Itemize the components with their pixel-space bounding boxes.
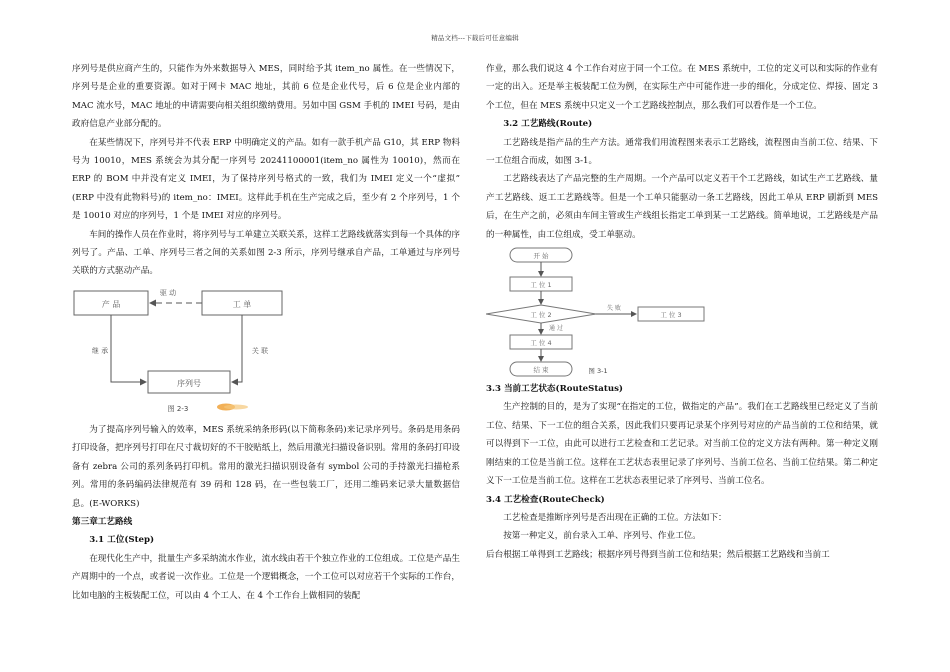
- paragraph: 工艺路线是指产品的生产方法。通常我们用流程图来表示工艺路线，流程图由当前工位、结果、下一工位组合而成，如图 3-1。: [486, 137, 878, 167]
- start-label: 开 始: [533, 252, 549, 261]
- serial-label: 序列号: [177, 378, 201, 388]
- paragraph: 后台根据工单得到工艺路线；根据序列号得到当前工位和结果；然后根据工艺路线和当前工: [486, 549, 830, 560]
- paragraph: 工艺路线表达了产品完整的生产周期。一个产品可以定义若干个工艺路线，如试生产工艺路线、量产工艺路线、返工工艺路线等。但是一个工单只能驱动一条工艺路线，因此工单从 ERP 刷新到 MES 后，在生产之前，必须由车间主管或生产线组长指定工单到某一工艺路线。简单地说，工艺路线是产品的一种属性，由工位组成，受工单驱动。: [486, 174, 878, 240]
- right-column: [486, 60, 878, 564]
- section-heading: 3.4 工艺检查(RouteCheck): [486, 494, 605, 505]
- figure-caption: 图 3-1: [588, 367, 608, 376]
- inherit-arrow: [111, 315, 146, 382]
- figure-3-1: [486, 246, 878, 380]
- fail-label: 失 败: [607, 305, 621, 313]
- paragraph: 为了提高序列号输入的效率，MES 系统采纳条形码(以下简称条码)来记录序列号。条码是用条码打印设备，把序列号打印在尺寸裁切好的不干胶贴纸上，然后用激光扫描设备识别。常用的条码打印设备有 zebra 公司的系列条码打印机。常用的激光扫描识别设备有 symbol 公司的手持激光扫描枪系列。常用的条码编码法律规范有 39 码和 128 码，在一些包装工厂，还用二维码来记录大量数据信息。(E-WORKS): [72, 424, 460, 509]
- paragraph: 序列号是供应商产生的，只能作为外来数据导入 MES，同时给予其 item_no 属性。在一些情况下，序列号是企业的重要资源。如对于网卡 MAC 地址，其前 6 位是企业代号，后 6 位是企业内部的 MAC 流水号，MAC 地址的申请需要向相关组织缴纳费用。另如中国 GSM 手机的 IMEI 号码，是由政府信息产业部分配的。: [72, 64, 460, 130]
- paragraph: 在某些情况下，序列号并不代表 ERP 中明确定义的产品。如有一款手机产品 G10，其 ERP 物料号为 10010，MES 系统会为其分配一序列号 20241100001(item_no 属性为 10010)，然而在 ERP 的 BOM 中并没有定义 IMEI，为了保持序列号格式的一致，我们为 IMEI 定义一个“虚拟” (ERP 中没有此物料号)的 item_no：IMEI。这样此手机在生产完成之后，至少有 2 个序列号，1 个是 10010 对应的序列号，1 个是 IMEI 对应的序列号。: [72, 137, 460, 222]
- pass-label: 通 过: [549, 325, 563, 333]
- inherit-label: 继 承: [91, 346, 109, 355]
- step3-label: 工 位 3: [660, 311, 682, 320]
- chapter-heading: 第三章工艺路线: [72, 516, 133, 527]
- section-heading: 3.1 工位(Step): [89, 535, 155, 546]
- paragraph: 生产控制的目的，是为了实现“在指定的工位，做指定的产品”。我们在工艺路线里已经定义了当前工位、结果、下一工位的组合关系，因此我们只要再记录某个序列号对应的产品当前的工位和结果，就可以得到下一工位，由此可以进行工艺检查和工艺记录。对当前工位的定义方法有两种。第一种定义刚刚结束的工位是当前工位。这样在工艺状态表里记录了序列号、当前工位名、当前工位结果。第二种定义下一工位是当前工位。这样在工艺状态表里记录了序列号、当前工位名。: [486, 402, 878, 487]
- watermark-logo: [217, 403, 248, 410]
- figure-2-3: [72, 283, 460, 421]
- left-column: [72, 60, 460, 605]
- figure-caption: 图 2-3: [167, 404, 189, 413]
- paragraph: 工艺检查是推断序列号是否出现在正确的工位。方法如下：: [503, 512, 727, 523]
- paragraph: 作业，那么我们说这 4 个工作台对应于同一个工位。在 MES 系统中，工位的定义可以和实际的作业有一定的出入。还是举主板装配工位为例，在实际生产中可能作进一步的细化，分成定位、焊接、固定 3 个工位，但在 MES 系统中只定义一个工艺路线控制点，那么我们可以看作是一个工位。: [486, 64, 878, 111]
- section-heading: 3.2 工艺路线(Route): [503, 119, 593, 130]
- relationship-diagram: [72, 283, 460, 421]
- route-flowchart: [486, 246, 878, 380]
- step2-label: 工 位 2: [530, 311, 552, 320]
- step1-label: 工 位 1: [530, 281, 552, 290]
- product-label: 产 品: [101, 299, 121, 309]
- step4-label: 工 位 4: [530, 339, 552, 348]
- paragraph: 按第一种定义，前台录入工单、序列号、作业工位。: [503, 531, 701, 542]
- relate-label: 关 联: [251, 346, 269, 355]
- relate-line: [232, 315, 242, 382]
- section-heading: 3.3 当前工艺状态(RouteStatus): [486, 384, 623, 395]
- drive-label: 驱 动: [159, 288, 177, 297]
- workorder-label: 工 单: [232, 299, 252, 309]
- paragraph: 在现代化生产中，批量生产多采纳流水作业，流水线由若干个独立作业的工位组成。工位是产品生产周期中的一个点，或者说一次作业。工位是一个逻辑概念，一个工位可以对应若干个实际的工作台，比如电脑的主板装配工位，可以由 4 个工人、在 4 个工作台上做相同的装配: [72, 553, 460, 601]
- end-label: 结 束: [533, 366, 549, 375]
- paragraph: 车间的操作人员在作业时，将序列号与工单建立关联关系，这样工艺路线就落实到每一个具体的序列号了。产品、工单、序列号三者之间的关系如图 2-3 所示，序列号继承自产品，工单通过与序列号关联的方式驱动产品。: [72, 229, 460, 277]
- page-header: 精品文档---下载后可任意编辑: [431, 34, 519, 42]
